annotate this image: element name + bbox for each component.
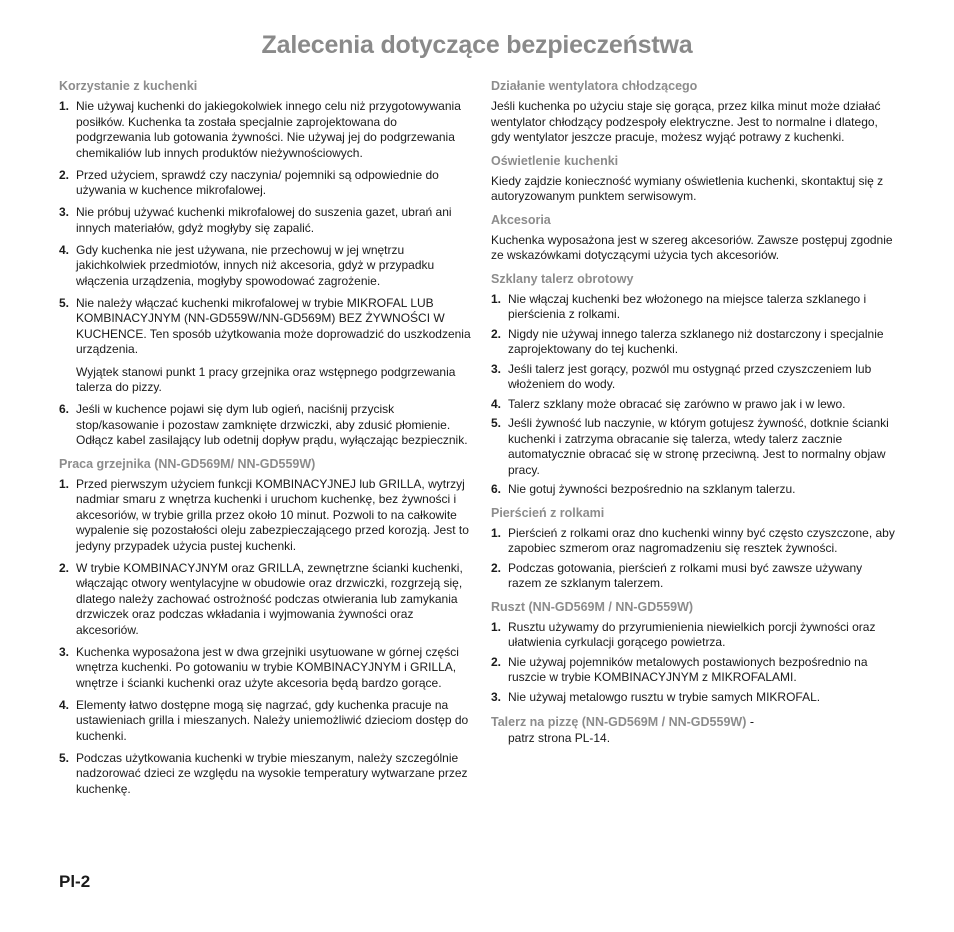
- section-text: Kiedy zajdzie konieczność wymiany oświetlenia kuchenki, skontaktuj się z autoryzowanym punktem serwisowym.: [491, 173, 884, 203]
- section-rack: [491, 600, 895, 706]
- list-item: 3. Nie używaj metalowgo rusztu w trybie samych MIKROFAL.: [491, 689, 821, 704]
- list-item: 5. Nie należy włączać kuchenki mikrofalowej w trybie MIKROFAL LUB KOMBINACYJNYM (NN-GD559W/NN-GD569M) BEZ ŻYWNOŚCI W KUCHENCE. Ten sposób użytkowania może doprowadzić do uszkodzenia urządzenia. Wyjątek stanowi punkt 1 pracy grzejnika oraz wstępnego podgrzewania talerza do pizzy.: [59, 296, 474, 396]
- list-item: 2. Podczas gotowania, pierścień z rolkami musi być zawsze używany razem ze szklanym talerzem.: [491, 560, 863, 590]
- section-heading: Akcesoria: [491, 212, 551, 227]
- section-heading: Praca grzejnika (NN-GD569M/ NN-GD559W): [59, 456, 316, 471]
- section-usage: [59, 79, 474, 449]
- page-title: Zalecenia dotyczące bezpieczeństwa: [261, 31, 693, 59]
- section-roller-ring: [491, 506, 895, 592]
- list-item: 3. Jeśli talerz jest gorący, pozwól mu ostygnąć przed czyszczeniem lub włożeniem do wody.: [491, 361, 872, 391]
- rack-list: [491, 620, 895, 706]
- grill-list: [59, 477, 474, 798]
- section-heading: Talerz na pizzę (NN-GD569M / NN-GD559W): [491, 715, 747, 729]
- item-text: Nie należy włączać kuchenki mikrofalowej w trybie MIKROFAL LUB KOMBINACYJNYM (NN-GD559W/NN-GD569M) BEZ ŻYWNOŚCI W KUCHENCE. Ten sposób użytkowania może doprowadzić do uszkodzenia urządzenia.: [76, 295, 471, 356]
- section-heading: Działanie wentylatora chłodzącego: [491, 79, 698, 93]
- page-reference: patrz strona PL-14.: [508, 731, 611, 745]
- section-fan: [491, 79, 895, 146]
- section-heading: Oświetlenie kuchenki: [491, 153, 619, 168]
- list-item: 6. Jeśli w kuchence pojawi się dym lub ogień, naciśnij przycisk stop/kasowanie i pozostaw zamknięte drzwiczki, aby zdusić płomienie. Odłącz kabel zasilający lub odetnij dopływ prądu, wyłączając bezpiecznik.: [59, 402, 468, 447]
- section-pizza: [491, 713, 895, 747]
- section-lighting: [491, 154, 895, 205]
- list-item: 3. Nie próbuj używać kuchenki mikrofalowej do suszenia gazet, ubrań ani innych materiałów, gdyż mogłyby się zapalić.: [59, 205, 452, 235]
- list-item: 4. Talerz szklany może obracać się zarówno w prawo jak i w lewo.: [491, 396, 846, 411]
- list-item: 2. Przed użyciem, sprawdź czy naczynia/ pojemniki są odpowiednie do używania w kuchence mikrofalowej.: [59, 167, 439, 197]
- usage-list: [59, 99, 474, 449]
- section-grill: [59, 457, 474, 798]
- list-item: 2. Nie używaj pojemników metalowych postawionych bezpośrednio na ruszcie w trybie KOMBINACYJNYM z MIKROFALAMI.: [491, 654, 868, 684]
- section-heading: Pierścień z rolkami: [491, 505, 605, 520]
- heading-dash: -: [746, 715, 755, 729]
- list-item: 2. W trybie KOMBINACYJNYM oraz GRILLA, zewnętrzne ścianki kuchenki, włączając otwory wentylacyjne w obudowie oraz drzwiczki, rozgrzeją się, dlatego należy zachować ostrożność podczas otwierania lub zamykania drzwiczek oraz podczas wkładania i wyjmowania żywności oraz akcesoriów.: [59, 560, 463, 637]
- item-note: Wyjątek stanowi punkt 1 pracy grzejnika oraz wstępnego podgrzewania talerza do pizzy.: [76, 364, 456, 394]
- roller-ring-list: [491, 526, 895, 592]
- list-item: 2. Nigdy nie używaj innego talerza szklanego niż dostarczony i specjalnie zaprojektowany do tej kuchenki.: [491, 326, 884, 356]
- list-item: 1. Przed pierwszym użyciem funkcji KOMBINACYJNEJ lub GRILLA, wytrzyj nadmiar smaru z wnętrza kuchenki i uruchom kuchenkę, bez żywności i akcesoriów, w trybie grilla przez około 10 minut. Pozwoli to na całkowite wypalenie się pozostałości oleju zabezpieczającego przed korozją. Jest to jedyny przypadek użycia pustej kuchenki.: [59, 476, 469, 553]
- list-item: 1. Pierścień z rolkami oraz dno kuchenki winny być często czyszczone, aby zapobiec szmerom oraz nagromadzeniu się resztek żywności.: [491, 525, 895, 555]
- section-text: Kuchenka wyposażona jest w szereg akcesoriów. Zawsze postępuj zgodnie ze wskazówkami dotyczącymi użycia tych akcesoriów.: [491, 232, 893, 262]
- section-heading: Szklany talerz obrotowy: [491, 271, 634, 286]
- list-item: 1. Nie używaj kuchenki do jakiegokolwiek innego celu niż przygotowywania posiłków. Kuchenka ta została specjalnie zaprojektowana do podgrzewania lub gotowania żywności. Nie używaj jej do podgrzewania chemikaliów lub innych produktów nieżywnościowych.: [59, 99, 461, 160]
- page-number: Pl-2: [59, 872, 91, 891]
- list-item: 1. Rusztu używamy do przyrumienienia niewielkich porcji żywności oraz ułatwienia cyrkulacji gorącego powietrza.: [491, 619, 876, 649]
- section-accessories: [491, 213, 895, 264]
- left-column: [59, 79, 474, 805]
- section-turntable: [491, 272, 895, 498]
- list-item: 3. Kuchenka wyposażona jest w dwa grzejniki usytuowane w górnej części wnętrza kuchenki. Po gotowaniu w trybie KOMBINACYJNYM i GRILLA, wnętrze i ścianki kuchenki oraz użyte akcesoria będą bardzo gorące.: [59, 644, 459, 690]
- list-item: 4. Gdy kuchenka nie jest używana, nie przechowuj w jej wnętrzu jakichkolwiek przedmiotów, innych niż akcesoria, gdyż w przypadku włączenia urządzenia, mogłyby spowodować zagrożenie.: [59, 242, 435, 288]
- list-item: 4. Elementy łatwo dostępne mogą się nagrzać, gdy kuchenka pracuje na ustawieniach grilla i mieszanych. Należy uniemożliwić dzieciom dostęp do kuchenki.: [59, 697, 469, 743]
- section-heading: Ruszt (NN-GD569M / NN-GD559W): [491, 599, 694, 614]
- section-heading: Korzystanie z kuchenki: [59, 79, 198, 93]
- list-item: 5. Jeśli żywność lub naczynie, w którym gotujesz żywność, dotknie ścianki kuchenki i zatrzyma obracanie się talerza, wtedy talerz zacznie automatycznie obracać się w stronę przeciwną. Jest to normalny objaw pracy.: [491, 416, 889, 477]
- turntable-list: [491, 292, 895, 498]
- list-item: 6. Nie gotuj żywności bezpośrednio na szklanym talerzu.: [491, 482, 796, 496]
- list-item: 5. Podczas użytkowania kuchenki w trybie mieszanym, należy szczególnie nadzorować dzieci ze względu na wysokie temperatury wytwarzane przez kuchenkę.: [59, 750, 468, 796]
- list-item: 1. Nie włączaj kuchenki bez włożonego na miejsce talerza szklanego i pierścienia z rolkami.: [491, 291, 867, 321]
- right-column: [491, 79, 895, 755]
- section-text: Jeśli kuchenka po użyciu staje się gorąca, przez kilka minut może działać wentylator chłodzący podzespoły elektryczne. Jest to normalne i dlatego, gdy wentylator jeszcze pracuje, możesz wyjąć potrawy z kuchenki.: [491, 99, 881, 144]
